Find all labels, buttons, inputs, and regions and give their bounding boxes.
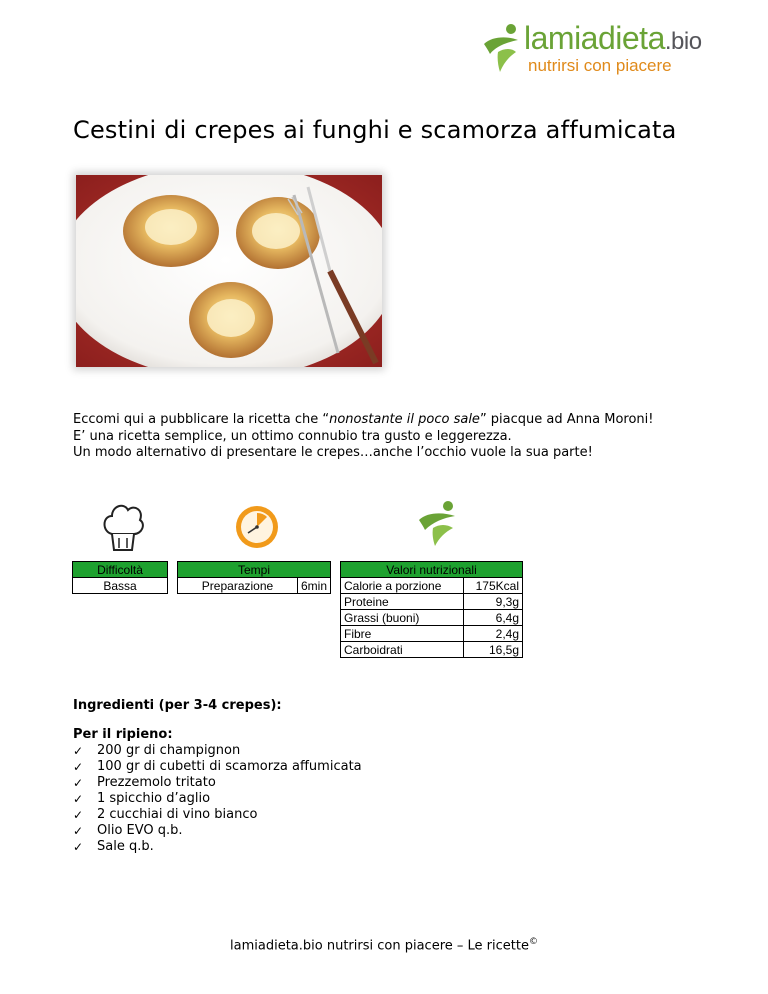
timer-icon bbox=[233, 503, 281, 551]
ingredient-text: 200 gr di champignon bbox=[97, 743, 241, 758]
logo-tagline: nutrirsi con piacere bbox=[528, 56, 672, 75]
nutrition-value: 9,3g bbox=[463, 594, 522, 610]
intro-line-2: E’ una ricetta semplice, un ottimo connubio tra gusto e leggerezza. bbox=[73, 428, 512, 444]
check-icon: ✓ bbox=[73, 808, 84, 822]
difficulty-table bbox=[72, 561, 168, 594]
times-value: 6min bbox=[297, 578, 330, 594]
times-label: Preparazione bbox=[178, 578, 298, 594]
ingredient-text: 2 cucchiai di vino bianco bbox=[97, 807, 258, 822]
nutrition-value: 175Kcal bbox=[463, 578, 522, 594]
logo-name bbox=[524, 20, 702, 57]
list-item bbox=[73, 759, 362, 775]
nutrition-label: Fibre bbox=[341, 626, 464, 642]
brand-logo bbox=[478, 20, 708, 80]
difficulty-header: Difficoltà bbox=[73, 562, 168, 578]
intro-text-after: ” piacque ad Anna Moroni! bbox=[479, 412, 654, 427]
recipe-photo bbox=[76, 175, 382, 367]
nutrition-label: Proteine bbox=[341, 594, 464, 610]
ingredient-text: Prezzemolo tritato bbox=[97, 775, 216, 790]
intro-text-before: Eccomi qui a pubblicare la ricetta che “ bbox=[73, 412, 330, 427]
page-footer bbox=[0, 937, 768, 953]
check-icon: ✓ bbox=[73, 760, 84, 774]
ingredient-text: 1 spicchio d’aglio bbox=[97, 791, 211, 806]
check-icon: ✓ bbox=[73, 744, 84, 758]
check-icon: ✓ bbox=[73, 824, 84, 838]
difficulty-value: Bassa bbox=[73, 578, 168, 594]
recipe-title: Cestini di crepes ai funghi e scamorza affumicata bbox=[73, 116, 677, 144]
times-table bbox=[177, 561, 331, 594]
check-icon: ✓ bbox=[73, 840, 84, 854]
nutrition-label: Calorie a porzione bbox=[341, 578, 464, 594]
leaf-person-icon bbox=[478, 22, 522, 76]
recipe-intro bbox=[73, 412, 695, 462]
ingredients-title: Ingredienti (per 3-4 crepes): bbox=[73, 698, 282, 713]
intro-line-1 bbox=[73, 412, 695, 429]
list-item bbox=[73, 839, 362, 855]
list-item bbox=[73, 823, 362, 839]
list-item bbox=[73, 791, 362, 807]
nutrition-value: 16,5g bbox=[463, 642, 522, 658]
nutrition-value: 2,4g bbox=[463, 626, 522, 642]
nutrition-table bbox=[340, 561, 523, 658]
ingredient-text: 100 gr di cubetti di scamorza affumicata bbox=[97, 759, 362, 774]
list-item bbox=[73, 775, 362, 791]
check-icon: ✓ bbox=[73, 792, 84, 806]
nutrition-label: Carboidrati bbox=[341, 642, 464, 658]
chef-hat-icon bbox=[100, 500, 146, 552]
nutrition-label: Grassi (buoni) bbox=[341, 610, 464, 626]
filling-title: Per il ripieno: bbox=[73, 727, 173, 742]
intro-line-3: Un modo alternativo di presentare le crepes…anche l’occhio vuole la sua parte! bbox=[73, 445, 593, 460]
copyright-mark: © bbox=[528, 937, 538, 947]
check-icon: ✓ bbox=[73, 776, 84, 790]
ingredient-text: Sale q.b. bbox=[97, 839, 154, 854]
ingredient-text: Olio EVO q.b. bbox=[97, 823, 183, 838]
ingredients-list bbox=[73, 743, 362, 855]
times-header: Tempi bbox=[178, 562, 331, 578]
nutrition-value: 6,4g bbox=[463, 610, 522, 626]
leaf-person-icon bbox=[415, 500, 459, 548]
nutrition-header: Valori nutrizionali bbox=[341, 562, 523, 578]
logo-suffix: .bio bbox=[664, 28, 702, 55]
logo-name-text: lamiadieta bbox=[524, 20, 665, 56]
intro-text-italic: nonostante il poco sale bbox=[329, 412, 480, 427]
list-item bbox=[73, 743, 362, 759]
footer-text: lamiadieta.bio nutrirsi con piacere – Le ricette bbox=[230, 938, 529, 954]
list-item bbox=[73, 807, 362, 823]
